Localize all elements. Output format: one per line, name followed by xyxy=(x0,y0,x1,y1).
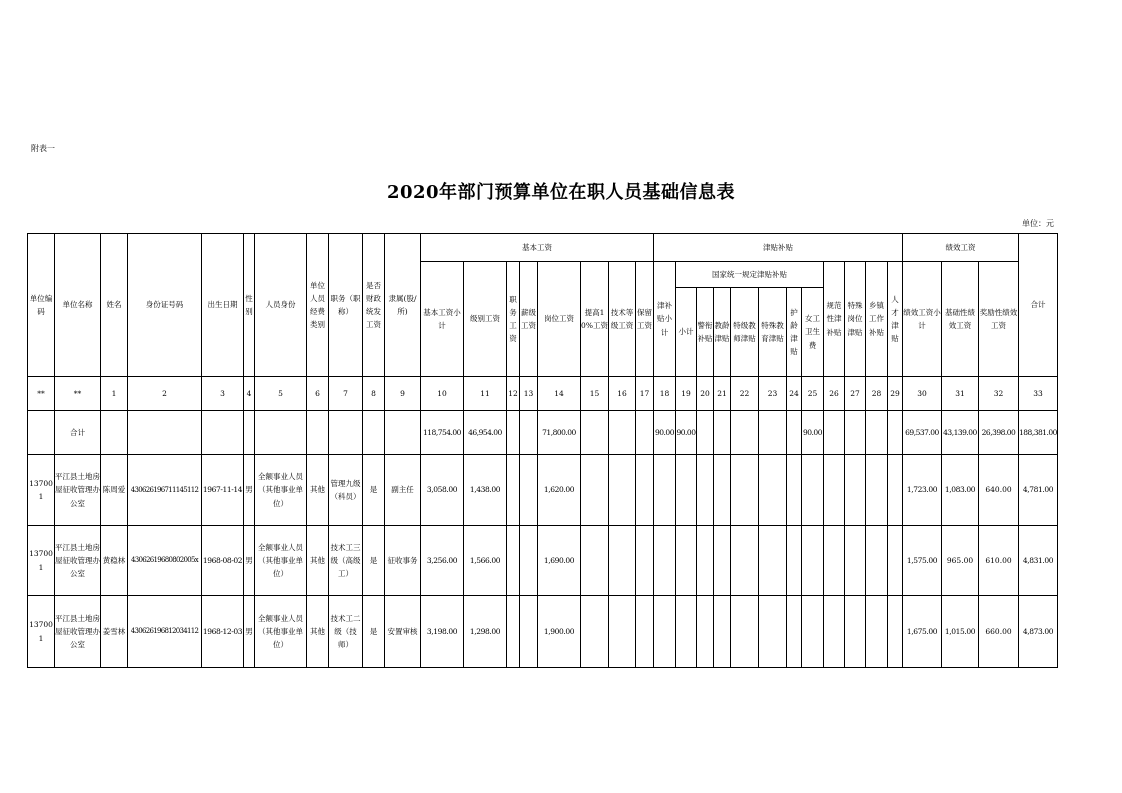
table-cell xyxy=(520,596,538,668)
cell-perf-basic: 965.00 xyxy=(942,526,979,596)
header-id-number: 身份证号码 xyxy=(128,234,202,377)
total-female-health: 90.00 xyxy=(802,411,824,455)
table-cell xyxy=(581,526,609,596)
table-cell xyxy=(609,526,636,596)
header-special-teacher: 特级教师津贴 xyxy=(731,288,759,377)
cell-position-wage: 1,690.00 xyxy=(538,526,581,596)
table-cell xyxy=(697,596,714,668)
table-cell xyxy=(654,596,676,668)
header-female-health: 女工卫生费 xyxy=(802,288,824,377)
index-cell: 20 xyxy=(697,377,714,411)
index-cell: 27 xyxy=(845,377,866,411)
cell-perf-reward: 610.00 xyxy=(979,526,1019,596)
table-cell xyxy=(654,526,676,596)
cell-unit-code: 137001 xyxy=(28,526,55,596)
cell-id-number: 43062619680802005x xyxy=(128,526,202,596)
cell-identity: 全额事业人员（其他事业单位） xyxy=(255,596,307,668)
cell-total: 4,873.00 xyxy=(1019,596,1058,668)
table-cell xyxy=(866,411,888,455)
table-cell xyxy=(581,411,609,455)
table-cell xyxy=(581,455,609,526)
cell-perf-subtotal: 1,723.00 xyxy=(903,455,942,526)
table-cell xyxy=(676,455,697,526)
table-cell xyxy=(609,596,636,668)
total-perf-basic: 43,139.00 xyxy=(942,411,979,455)
header-nurse-age: 护龄津贴 xyxy=(787,288,802,377)
cell-total: 4,781.00 xyxy=(1019,455,1058,526)
table-cell xyxy=(759,455,787,526)
table-cell xyxy=(520,526,538,596)
cell-unit-name: 平江县土地房屋征收管理办公室 xyxy=(55,455,101,526)
index-cell: 13 xyxy=(520,377,538,411)
index-cell: 2 xyxy=(128,377,202,411)
header-national-allowance-group: 国家统一规定津贴补贴 xyxy=(676,262,824,288)
table-cell xyxy=(28,411,55,455)
index-cell: 7 xyxy=(329,377,363,411)
table-cell xyxy=(676,596,697,668)
table-cell xyxy=(385,411,421,455)
cell-birth-date: 1968-12-03 xyxy=(202,596,244,668)
header-township: 乡镇工作补贴 xyxy=(866,262,888,377)
cell-perf-subtotal: 1,675.00 xyxy=(903,596,942,668)
header-affiliation: 隶属(股/所) xyxy=(385,234,421,377)
table-cell xyxy=(787,596,802,668)
index-cell: 26 xyxy=(824,377,845,411)
index-cell: ** xyxy=(55,377,101,411)
cell-perf-basic: 1,083.00 xyxy=(942,455,979,526)
page-title: 2020年部门预算单位在职人员基础信息表 xyxy=(386,182,736,203)
table-row xyxy=(28,596,1058,668)
header-unit-code: 单位编码 xyxy=(28,234,55,377)
table-cell xyxy=(759,596,787,668)
cell-grade-wage: 1,298.00 xyxy=(464,596,507,668)
header-salary-wage: 薪级工资 xyxy=(520,262,538,377)
total-grand-total: 188,381.00 xyxy=(1019,411,1058,455)
index-cell: 18 xyxy=(654,377,676,411)
cell-unit-code: 137001 xyxy=(28,455,55,526)
table-cell xyxy=(636,411,654,455)
header-finance-pay: 是否财政统发工资 xyxy=(363,234,385,377)
header-post-wage: 职务工资 xyxy=(507,262,520,377)
cell-unit-name: 平江县土地房屋征收管理办公室 xyxy=(55,596,101,668)
table-cell xyxy=(714,526,731,596)
table-cell xyxy=(636,596,654,668)
cell-perf-basic: 1,015.00 xyxy=(942,596,979,668)
table-cell xyxy=(329,411,363,455)
table-cell xyxy=(654,455,676,526)
table-cell xyxy=(255,411,307,455)
table-cell xyxy=(824,411,845,455)
index-cell: 8 xyxy=(363,377,385,411)
index-cell: 33 xyxy=(1019,377,1058,411)
table-cell xyxy=(866,526,888,596)
cell-funding-type: 其他 xyxy=(307,596,329,668)
header-allowance-group: 津贴补贴 xyxy=(654,234,903,262)
cell-id-number: 430626196812034112 xyxy=(128,596,202,668)
table-cell xyxy=(787,411,802,455)
header-unit-name: 单位名称 xyxy=(55,234,101,377)
index-row xyxy=(28,377,1058,411)
total-grade-wage: 46,954.00 xyxy=(464,411,507,455)
table-cell xyxy=(731,526,759,596)
table-cell xyxy=(520,411,538,455)
table-cell xyxy=(697,455,714,526)
index-cell: 9 xyxy=(385,377,421,411)
cell-gender: 男 xyxy=(244,526,255,596)
header-perf-subtotal: 绩效工资小计 xyxy=(903,262,942,377)
cell-id-number: 430626196711145112 xyxy=(128,455,202,526)
header-perf-reward: 奖励性绩效工资 xyxy=(979,262,1019,377)
cell-basic-subtotal: 3,198.00 xyxy=(421,596,464,668)
index-cell: 16 xyxy=(609,377,636,411)
cell-finance-pay: 是 xyxy=(363,526,385,596)
table-cell xyxy=(888,526,903,596)
table-cell xyxy=(802,526,824,596)
total-perf-reward: 26,398.00 xyxy=(979,411,1019,455)
header-post: 职务（职称） xyxy=(329,234,363,377)
header-teach-age: 教龄津贴 xyxy=(714,288,731,377)
appendix-label: 附表一 xyxy=(31,144,55,153)
index-cell: 21 xyxy=(714,377,731,411)
index-cell: 15 xyxy=(581,377,609,411)
index-cell: 1 xyxy=(101,377,128,411)
header-national-subtotal: 小计 xyxy=(676,288,697,377)
header-identity: 人员身份 xyxy=(255,234,307,377)
cell-unit-code: 137001 xyxy=(28,596,55,668)
cell-affiliation: 副主任 xyxy=(385,455,421,526)
cell-basic-subtotal: 3,058.00 xyxy=(421,455,464,526)
total-perf-subtotal: 69,537.00 xyxy=(903,411,942,455)
table-cell xyxy=(128,411,202,455)
cell-name: 黄稳林 xyxy=(101,526,128,596)
cell-post: 技术工三级（高级工） xyxy=(329,526,363,596)
header-basic-subtotal: 基本工资小计 xyxy=(421,262,464,377)
cell-position-wage: 1,900.00 xyxy=(538,596,581,668)
index-cell: 12 xyxy=(507,377,520,411)
table-cell xyxy=(609,411,636,455)
header-perf-basic: 基础性绩效工资 xyxy=(942,262,979,377)
total-row xyxy=(28,411,1058,455)
index-cell: 31 xyxy=(942,377,979,411)
header-standard-allowance: 规范性津补贴 xyxy=(824,262,845,377)
index-cell: 10 xyxy=(421,377,464,411)
index-cell: 22 xyxy=(731,377,759,411)
header-total: 合计 xyxy=(1019,234,1058,377)
cell-gender: 男 xyxy=(244,455,255,526)
header-performance-group: 绩效工资 xyxy=(903,234,1019,262)
table-cell xyxy=(244,411,255,455)
cell-post: 技术工二级（技师） xyxy=(329,596,363,668)
cell-affiliation: 征收事务 xyxy=(385,526,421,596)
header-basic-wage-group: 基本工资 xyxy=(421,234,654,262)
cell-funding-type: 其他 xyxy=(307,526,329,596)
table-cell xyxy=(787,455,802,526)
table-cell xyxy=(866,596,888,668)
header-tech-grade-wage: 技术等级工资 xyxy=(609,262,636,377)
table-cell xyxy=(759,526,787,596)
index-cell: 24 xyxy=(787,377,802,411)
cell-birth-date: 1967-11-14 xyxy=(202,455,244,526)
index-cell: 11 xyxy=(464,377,507,411)
unit-label: 单位：元 xyxy=(1022,219,1054,228)
cell-birth-date: 1968-08-02 xyxy=(202,526,244,596)
cell-affiliation: 安置审核 xyxy=(385,596,421,668)
personnel-table xyxy=(27,233,1058,668)
cell-perf-reward: 640.00 xyxy=(979,455,1019,526)
table-cell xyxy=(507,455,520,526)
table-cell xyxy=(676,526,697,596)
cell-post: 管理九级（科员） xyxy=(329,455,363,526)
table-cell xyxy=(824,596,845,668)
table-cell xyxy=(101,411,128,455)
index-cell: 30 xyxy=(903,377,942,411)
header-row-1 xyxy=(28,234,1058,262)
index-cell: 14 xyxy=(538,377,581,411)
table-cell xyxy=(845,455,866,526)
cell-grade-wage: 1,438.00 xyxy=(464,455,507,526)
cell-name: 姜雪林 xyxy=(101,596,128,668)
total-position-wage: 71,800.00 xyxy=(538,411,581,455)
total-basic-subtotal: 118,754.00 xyxy=(421,411,464,455)
index-cell: ** xyxy=(28,377,55,411)
table-cell xyxy=(507,596,520,668)
table-cell xyxy=(824,526,845,596)
table-cell xyxy=(845,526,866,596)
table-cell xyxy=(581,596,609,668)
header-allowance-subtotal: 津补贴小计 xyxy=(654,262,676,377)
table-cell xyxy=(787,526,802,596)
cell-funding-type: 其他 xyxy=(307,455,329,526)
index-cell: 28 xyxy=(866,377,888,411)
total-national-subtotal: 90.00 xyxy=(676,411,697,455)
total-allowance-subtotal: 90.00 xyxy=(654,411,676,455)
header-special-edu: 特殊教育津贴 xyxy=(759,288,787,377)
index-cell: 5 xyxy=(255,377,307,411)
header-birth-date: 出生日期 xyxy=(202,234,244,377)
header-talent: 人才津贴 xyxy=(888,262,903,377)
header-reserved-wage: 保留工资 xyxy=(636,262,654,377)
table-cell xyxy=(697,411,714,455)
header-gender: 性别 xyxy=(244,234,255,377)
index-cell: 4 xyxy=(244,377,255,411)
index-cell: 19 xyxy=(676,377,697,411)
table-cell xyxy=(202,411,244,455)
header-name: 姓名 xyxy=(101,234,128,377)
table-cell xyxy=(636,455,654,526)
table-cell xyxy=(802,596,824,668)
table-cell xyxy=(714,596,731,668)
header-raise-10: 提高10%工资 xyxy=(581,262,609,377)
cell-grade-wage: 1,566.00 xyxy=(464,526,507,596)
header-position-wage: 岗位工资 xyxy=(538,262,581,377)
cell-position-wage: 1,620.00 xyxy=(538,455,581,526)
table-cell xyxy=(759,411,787,455)
table-cell xyxy=(363,411,385,455)
table-cell xyxy=(636,526,654,596)
index-cell: 29 xyxy=(888,377,903,411)
table-cell xyxy=(888,411,903,455)
table-cell xyxy=(888,455,903,526)
table-cell xyxy=(307,411,329,455)
cell-finance-pay: 是 xyxy=(363,596,385,668)
cell-identity: 全额事业人员（其他事业单位） xyxy=(255,455,307,526)
index-cell: 25 xyxy=(802,377,824,411)
cell-finance-pay: 是 xyxy=(363,455,385,526)
header-grade-wage: 级别工资 xyxy=(464,262,507,377)
table-cell xyxy=(697,526,714,596)
cell-total: 4,831.00 xyxy=(1019,526,1058,596)
table-cell xyxy=(731,411,759,455)
table-cell xyxy=(507,411,520,455)
table-cell xyxy=(520,455,538,526)
table-cell xyxy=(888,596,903,668)
table-cell xyxy=(866,455,888,526)
table-cell xyxy=(609,455,636,526)
table-row xyxy=(28,455,1058,526)
total-label: 合计 xyxy=(55,411,101,455)
table-cell xyxy=(731,596,759,668)
index-cell: 3 xyxy=(202,377,244,411)
header-special-post: 特殊岗位津贴 xyxy=(845,262,866,377)
table-cell xyxy=(714,455,731,526)
table-cell xyxy=(845,596,866,668)
index-cell: 6 xyxy=(307,377,329,411)
cell-perf-reward: 660.00 xyxy=(979,596,1019,668)
table-cell xyxy=(845,411,866,455)
cell-unit-name: 平江县土地房屋征收管理办公室 xyxy=(55,526,101,596)
table-cell xyxy=(824,455,845,526)
table-cell xyxy=(507,526,520,596)
index-cell: 32 xyxy=(979,377,1019,411)
header-funding-type: 单位人员经费类别 xyxy=(307,234,329,377)
cell-gender: 男 xyxy=(244,596,255,668)
table-row xyxy=(28,526,1058,596)
table-cell xyxy=(731,455,759,526)
index-cell: 17 xyxy=(636,377,654,411)
header-police: 警衔补贴 xyxy=(697,288,714,377)
cell-identity: 全额事业人员（其他事业单位） xyxy=(255,526,307,596)
cell-name: 陈周爱 xyxy=(101,455,128,526)
index-cell: 23 xyxy=(759,377,787,411)
cell-perf-subtotal: 1,575.00 xyxy=(903,526,942,596)
cell-basic-subtotal: 3,256.00 xyxy=(421,526,464,596)
table-cell xyxy=(714,411,731,455)
table-cell xyxy=(802,455,824,526)
